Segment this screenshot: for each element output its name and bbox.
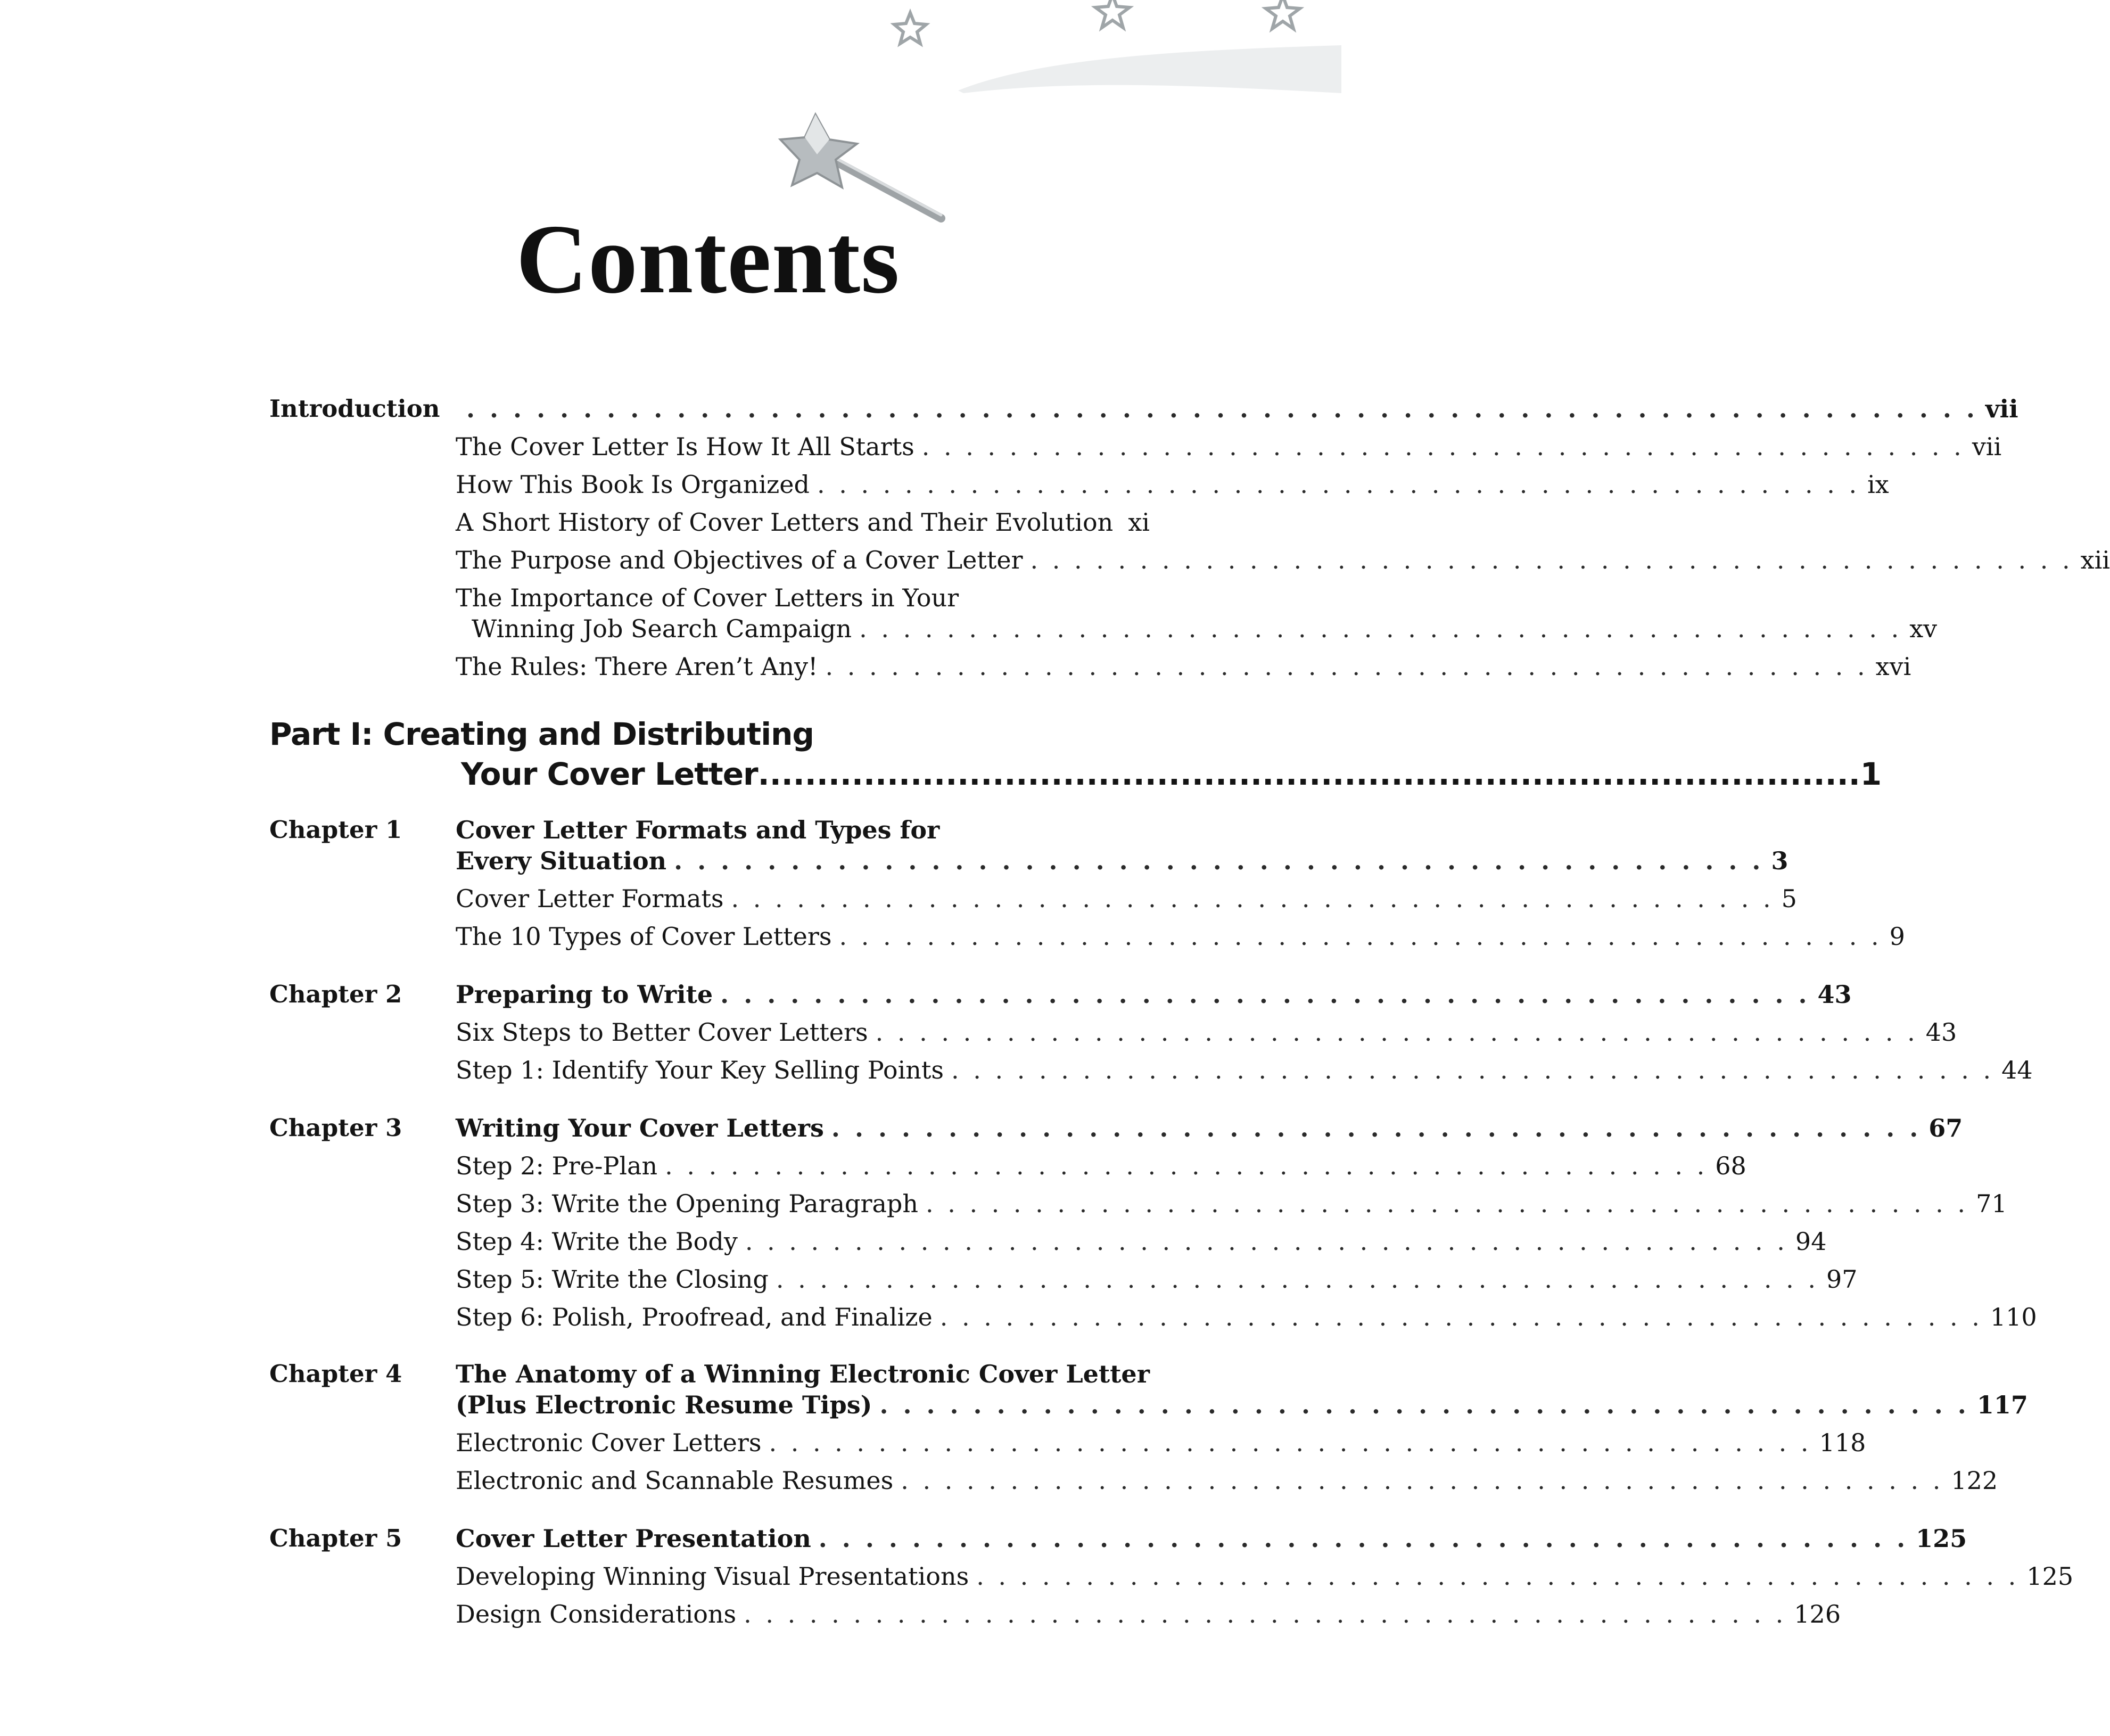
toc-entry[interactable] [456,1302,2037,1332]
toc-entry[interactable] [456,432,2002,462]
page-number: vii [1985,394,2018,423]
toc-entry[interactable] [456,507,1149,537]
dot-leader: . . . . . . . . . . . . . . . . . . . . . . . . . . . . . . . . . . . . . . . . . . . . . . . . [939,1303,1983,1331]
chapter-title: Writing Your Cover Letters [456,1114,824,1142]
chapter-label: Chapter 1 [269,816,402,844]
dot-leader: . . . . . . . . . . . . . . . . . . . . . . . . . . . . . . . . . . . . . . . . . . . . . . . [674,846,1764,875]
dot-leader: . . . . . . . . . . . . . . . . . . . . . . . . . . . . . . . . . . . . . . . . . . . . . . . . [731,884,1774,913]
star-icon [1095,0,1130,28]
dot-leader: . . . . . . . . . . . . . . . . . . . . . . . . . . . . . . . . . . . . . . . . . . . . . . . . [839,922,1882,951]
toc-entry-chapter[interactable] [456,846,1788,876]
page-number: xii [2080,546,2110,574]
toc-entry-introduction[interactable] [466,394,2018,424]
toc-entry[interactable] [456,922,1905,951]
dot-leader: . . . . . . . . . . . . . . . . . . . . . . . . . . . . . . . . . . . . . . . . . . . . . . . . [745,1227,1788,1256]
dot-leader: . . . . . . . . . . . . . . . . . . . . . . . . . . . . . . . . . . . . . . . . . . . . . . . [818,1524,1909,1553]
toc-entry[interactable] [456,652,1911,681]
toc-entry-chapter[interactable] [456,1113,1963,1143]
entry-title: Step 3: Write the Opening Paragraph [456,1189,918,1218]
dot-leader: . . . . . . . . . . . . . . . . . . . . . . . . . . . . . . . . . . . . . . . . . . . . . . . [879,1391,1969,1419]
page-number: 43 [1925,1018,1957,1047]
dot-leader: .............................................................................................. [757,756,1860,792]
entry-title: Step 5: Write the Closing [456,1265,769,1294]
toc-entry-chapter[interactable] [456,1524,1967,1553]
entry-title: Step 6: Polish, Proofread, and Finalize [456,1303,933,1331]
toc-entry-chapter[interactable] [456,980,1852,1009]
toc-entry[interactable] [472,614,1938,644]
entry-title: How This Book Is Organized [456,470,810,499]
dot-leader: . . . . . . . . . . . . . . . . . . . . . . . . . . . . . . . . . . . . . . . . . . . . . . . . [817,470,1860,499]
chapter-title: Preparing to Write [456,980,713,1009]
dot-leader: . . . . . . . . . . . . . . . . . . . . . . . . . . . . . . . . . . . . . . . . . . . . . . . . [976,1562,2020,1591]
entry-title: Developing Winning Visual Presentations [456,1562,969,1591]
dot-leader: . . . . . . . . . . . . . . . . . . . . . . . . . . . . . . . . . . . . . . . . . . . . . . . . [901,1466,1944,1495]
entry-title: A Short History of Cover Letters and Their Evolution [456,508,1114,537]
toc-entry[interactable] [456,1428,1866,1458]
chapter-title-line1: The Anatomy of a Winning Electronic Cover Letter [456,1360,1150,1388]
dot-leader: . . . . . . . . . . . . . . . . . . . . . . . . . . . . . . . . . . . . . . . . . . . . . . . . [925,1189,1969,1218]
toc-entry-part1[interactable] [461,756,1882,792]
page-number: 5 [1781,884,1797,913]
dot-leader: . . . . . . . . . . . . . . . . . . . . . . . . . . . . . . . . . . . . . . . . . . . . . . . . . . . . . . . . . . . . . . . . . [466,394,1978,423]
page-number: 1 [1860,756,1882,792]
chapter-title: Every Situation [456,846,667,875]
toc-entry[interactable] [456,1227,1827,1256]
entry-title: Electronic Cover Letters [456,1428,762,1457]
page-number: xi [1128,508,1150,537]
entry-title: Electronic and Scannable Resumes [456,1466,894,1495]
toc-entry[interactable] [456,545,2110,575]
page-number: 43 [1817,980,1852,1009]
entry-title: The Cover Letter Is How It All Starts [456,432,914,461]
entry-title: The Purpose and Objectives of a Cover Letter [456,546,1023,574]
entry-title: Winning Job Search Campaign [472,614,852,643]
chapter-label: Chapter 3 [269,1114,402,1142]
dot-leader: . . . . . . . . . . . . . . . . . . . . . . . . . . . . . . . . . . . . . . . . . . . . . . . . [776,1265,1819,1294]
page-number: 94 [1795,1227,1827,1256]
chapter-title-line1: Cover Letter Formats and Types for [456,816,940,844]
entry-title: Step 1: Identify Your Key Selling Points [456,1056,944,1084]
part-heading: Part I: Creating and Distributing [269,716,814,752]
page-number: 67 [1928,1114,1963,1142]
dot-leader: . . . . . . . . . . . . . . . . . . . . . . . . . . . . . . . . . . . . . . . . . . . . . . . . [875,1018,1918,1047]
dot-leader: . . . . . . . . . . . . . . . . . . . . . . . . . . . . . . . . . . . . . . . . . . . . . . . . [769,1428,1812,1457]
toc-entry-chapter[interactable] [456,1390,2028,1420]
star-icon [894,13,926,44]
toc-entry[interactable] [456,1561,2074,1591]
chapter-title: (Plus Electronic Resume Tips) [456,1391,872,1419]
toc-entry[interactable] [456,884,1797,914]
dot-leader: . . . . . . . . . . . . . . . . . . . . . . . . . . . . . . . . . . . . . . . . . . . . . . . . [921,432,1965,461]
dot-leader: . . . . . . . . . . . . . . . . . . . . . . . . . . . . . . . . . . . . . . . . . . . . . . . . [951,1056,1994,1084]
page-number: 97 [1826,1265,1858,1294]
dot-leader: . . . . . . . . . . . . . . . . . . . . . . . . . . . . . . . . . . . . . . . . . . . . . . . . [744,1600,1787,1628]
toc-entry[interactable] [456,1151,1746,1181]
part-title-line2: Your Cover Letter [461,756,758,792]
section-label-introduction: Introduction [269,394,440,423]
toc-entry[interactable] [456,1055,2033,1085]
page-number: 71 [1976,1189,2007,1218]
toc-entry[interactable] [456,1466,1998,1495]
page-number: 44 [2001,1056,2033,1084]
page-number: xv [1909,614,1938,643]
toc-entry[interactable] [456,1264,1858,1294]
page-number: 68 [1715,1151,1746,1180]
chapter-title: Cover Letter Presentation [456,1524,811,1553]
page-number: xvi [1875,652,1911,681]
page-number: ix [1867,470,1889,499]
page-number: 125 [1916,1524,1967,1553]
page-title: Contents [516,204,900,314]
chapter-label: Chapter 4 [269,1360,402,1388]
page-number: 117 [1976,1391,2028,1419]
chapter-label: Chapter 2 [269,980,402,1008]
dot-leader: . . . . . . . . . . . . . . . . . . . . . . . . . . . . . . . . . . . . . . . . . . . . . . . . [825,652,1868,681]
toc-entry[interactable] [456,470,1889,499]
page-number: 126 [1794,1600,1841,1628]
page-number: vii [1972,432,2002,461]
page-number: 125 [2026,1562,2074,1591]
dot-leader: . . . . . . . . . . . . . . . . . . . . . . . . . . . . . . . . . . . . . . . . . . . . . . . . [1030,546,2073,574]
toc-entry[interactable] [456,1017,1957,1047]
entry-title: Six Steps to Better Cover Letters [456,1018,868,1047]
chapter-label: Chapter 5 [269,1524,402,1552]
page-number: 3 [1771,846,1788,875]
entry-title: Cover Letter Formats [456,884,724,913]
toc-entry[interactable] [456,1599,1841,1629]
toc-entry[interactable] [456,1189,2007,1219]
star-icon [1266,0,1300,29]
entry-title: Step 2: Pre-Plan [456,1151,658,1180]
page-number: 122 [1951,1466,1998,1495]
entry-title: Design Considerations [456,1600,737,1628]
entry-title: Step 4: Write the Body [456,1227,738,1256]
entry-title: The 10 Types of Cover Letters [456,922,832,951]
dot-leader: . . . . . . . . . . . . . . . . . . . . . . . . . . . . . . . . . . . . . . . . . . . . . . . [831,1114,1922,1142]
swoosh-band [958,45,1341,93]
entry-title: The Rules: There Aren’t Any! [456,652,818,681]
page-number: 110 [1990,1303,2037,1331]
dot-leader: . . . . . . . . . . . . . . . . . . . . . . . . . . . . . . . . . . . . . . . . . . . . . . . . [859,614,1902,643]
dot-leader: . . . . . . . . . . . . . . . . . . . . . . . . . . . . . . . . . . . . . . . . . . . . . . . . [665,1151,1708,1180]
entry-title-line1: The Importance of Cover Letters in Your [456,583,959,612]
page-number: 118 [1819,1428,1866,1457]
page-number: 9 [1889,922,1905,951]
dot-leader: . . . . . . . . . . . . . . . . . . . . . . . . . . . . . . . . . . . . . . . . . . . . . . . [720,980,1810,1009]
